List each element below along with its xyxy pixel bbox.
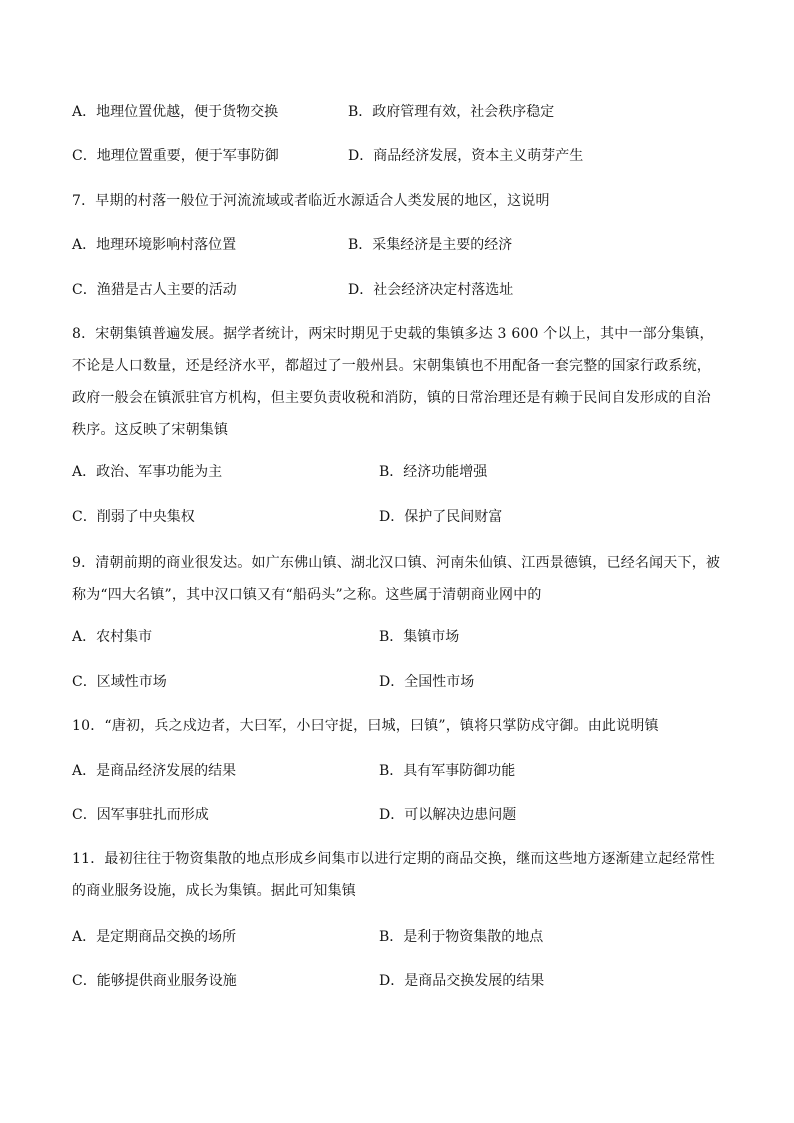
q7-options-row-1 xyxy=(72,233,722,257)
q9-option-c: C．区域性市场 xyxy=(72,674,167,690)
q10-options-row-1 xyxy=(72,759,722,783)
q11-option-c: C．能够提供商业服务设施 xyxy=(72,973,237,989)
q9-options-row-1 xyxy=(72,625,722,649)
q8-options-row-2 xyxy=(72,505,722,529)
q10-option-b: B．具有军事防御功能 xyxy=(379,763,516,779)
q7-option-d: D．社会经济决定村落选址 xyxy=(348,282,514,298)
q7-stem: 7．早期的村落一般位于河流流域或者临近水源适合人类发展的地区，这说明 xyxy=(72,193,550,209)
q8-option-a: A．政治、军事功能为主 xyxy=(72,464,223,480)
q8-option-b: B．经济功能增强 xyxy=(379,464,488,480)
q9-option-a: A．农村集市 xyxy=(72,629,153,645)
q7-option-b: B．采集经济是主要的经济 xyxy=(348,237,513,253)
q10-stem: 10．“唐初，兵之戍边者，大曰军，小曰守捉，曰城，曰镇”，镇将只掌防戍守御。由此说明镇 xyxy=(72,718,659,734)
q7-option-a: A．地理环境影响村落位置 xyxy=(72,237,237,253)
q8-options-row-1 xyxy=(72,460,722,484)
q6-option-d: D．商品经济发展，资本主义萌芽产生 xyxy=(348,148,584,164)
q11-options-row-2 xyxy=(72,969,722,993)
q11-option-d: D．是商品交换发展的结果 xyxy=(379,973,545,989)
q7-options-row-2 xyxy=(72,278,722,302)
q11-options-row-1 xyxy=(72,925,722,949)
q11-stem: 11．最初往往于物资集散的地点形成乡间集市以进行定期的商品交换，继而这些地方逐渐建立起经常性的商业服务设施，成长为集镇。据此可知集镇 xyxy=(72,851,716,899)
q7-option-c: C．渔猎是古人主要的活动 xyxy=(72,282,237,298)
q8-option-c: C．削弱了中央集权 xyxy=(72,509,195,525)
q6-option-a: A．地理位置优越，便于货物交换 xyxy=(72,104,279,120)
q11-option-a: A．是定期商品交换的场所 xyxy=(72,929,237,945)
q10-option-a: A．是商品经济发展的结果 xyxy=(72,763,237,779)
q9-stem: 9．清朝前期的商业很发达。如广东佛山镇、湖北汉口镇、河南朱仙镇、江西景德镇，已经名闻天下，被称为“四大名镇”，其中汉口镇又有“船码头”之称。这些属于清朝商业网中的 xyxy=(72,555,721,603)
q9-options-row-2 xyxy=(72,670,722,694)
q6-option-c: C．地理位置重要，便于军事防御 xyxy=(72,148,279,164)
q10-option-d: D．可以解决边患问题 xyxy=(379,807,517,823)
q10-option-c: C．因军事驻扎而形成 xyxy=(72,807,209,823)
q6-options-row-1 xyxy=(72,100,722,124)
q11-option-b: B．是利于物资集散的地点 xyxy=(379,929,544,945)
q6-options-row-2 xyxy=(72,144,722,168)
q8-option-d: D．保护了民间财富 xyxy=(379,509,503,525)
q6-option-b: B．政府管理有效，社会秩序稳定 xyxy=(348,104,555,120)
q10-options-row-2 xyxy=(72,803,722,827)
q9-option-b: B．集镇市场 xyxy=(379,629,460,645)
q8-stem: 8．宋朝集镇普遍发展。据学者统计，两宋时期见于史载的集镇多达 3 600 个以上，其中一部分集镇，不论是人口数量，还是经济水平，都超过了一般州县。宋朝集镇也不用配备一套完整的国家行政系统，政府一般会在镇派驻官方机构，但主要负责收税和消防，镇的日常治理还是有赖于民间自发形成的自治秩序。这反映了宋朝集镇 xyxy=(72,326,714,438)
q9-option-d: D．全国性市场 xyxy=(379,674,475,690)
